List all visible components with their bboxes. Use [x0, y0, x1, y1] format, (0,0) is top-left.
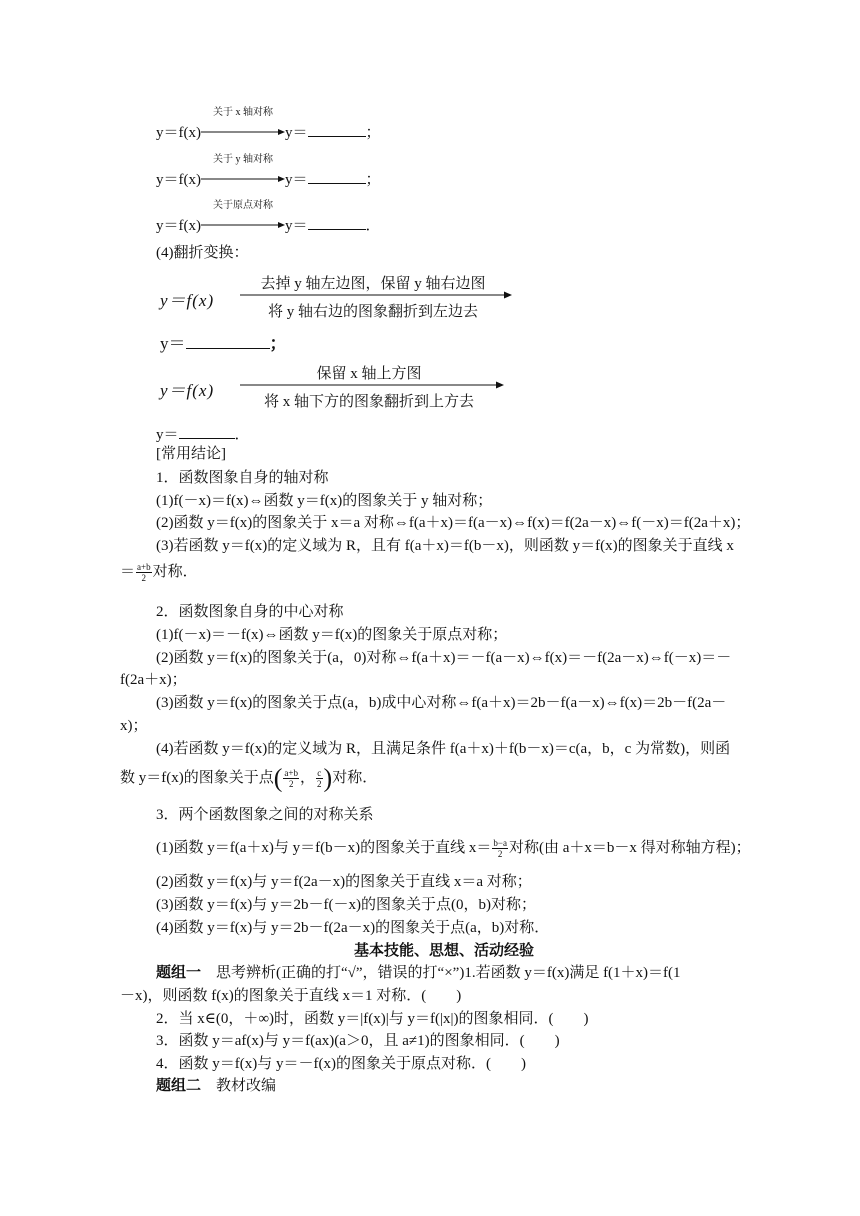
punct: ；	[365, 172, 381, 188]
section-1-line-3-cont	[120, 562, 198, 583]
answer-blank	[179, 424, 235, 439]
section-2-line-4: (4)若函数 y＝f(x)的定义域为 R，且满足条件 f(a＋x)＋f(b－x)＝c(a，b，c 为常数)，则函	[156, 741, 731, 757]
fraction	[316, 768, 323, 789]
transform-lhs: y＝f(x)	[156, 218, 201, 234]
answer-blank	[186, 334, 270, 349]
section-1-line-2: (2)函数 y＝f(x)的图象关于 x＝a 对称⇔f(a＋x)＝f(a－x)⇔f(x)＝f(2a－x)⇔f(－x)＝f(2a＋x)；	[156, 515, 751, 531]
fold-transform-1	[160, 270, 520, 324]
section-3-title: 3．两个函数图象之间的对称关系	[156, 807, 374, 823]
fraction-numerator: a+b	[284, 768, 298, 779]
fraction-numerator: b−a	[493, 838, 507, 849]
fold-heading: (4)翻折变换：	[156, 245, 249, 261]
section-2-line-2: (2)函数 y＝f(x)的图象关于(a，0)对称⇔f(a＋x)＝－f(a－x)⇔f(x)＝－f(2a－x)⇔f(－x)＝－	[156, 650, 732, 666]
section-1-line-3: (3)若函数 y＝f(x)的定义域为 R，且有 f(a＋x)＝f(b－x)，则函数 y＝f(x)的图象关于直线 x	[156, 538, 734, 554]
section-3-line-3: (3)函数 y＝f(x)与 y＝2b－f(－x)的图象关于点(0，b)对称；	[156, 897, 536, 913]
answer-blank	[308, 215, 366, 230]
group-1-label: 题组一	[156, 965, 202, 981]
punct: ．	[365, 218, 381, 234]
arrow	[201, 107, 285, 143]
equals: ＝	[120, 564, 136, 580]
fraction-denominator: 2	[317, 779, 322, 790]
group-1-line	[156, 963, 681, 983]
text: 对称(由 a＋x＝b－x 得对称轴方程)；	[508, 840, 751, 856]
answer-blank	[308, 122, 366, 137]
fraction-denominator: 2	[141, 573, 147, 584]
fold-lhs: y＝f(x)	[160, 381, 215, 400]
fold-result-lhs: y＝	[156, 427, 179, 443]
section-3-line-4: (4)函数 y＝f(x)与 y＝2b－f(2a－x)的图象关于点(a，b)对称．	[156, 920, 550, 936]
question-2: 2．当 x∈(0，＋∞)时，函数 y＝|f(x)|与 y＝f(|x|)的图象相同．( )	[156, 1011, 589, 1027]
punct: ；	[269, 334, 287, 353]
arrow-label: 关于 x 轴对称	[213, 107, 273, 118]
transform-origin	[156, 200, 381, 236]
arrow-icon	[201, 174, 285, 184]
fraction	[492, 838, 508, 859]
section-2-line-2-cont: f(2a＋x)；	[120, 672, 187, 688]
arrow	[201, 154, 285, 190]
comma: ，	[300, 770, 316, 786]
punct: ．	[234, 427, 250, 443]
skills-heading: 基本技能、思想、活动经验	[354, 943, 535, 959]
fraction-denominator: 2	[288, 779, 294, 790]
section-3-line-1	[156, 838, 751, 859]
arrow-icon	[240, 380, 504, 390]
fold-bottom-label: 将 x 轴下方的图象翻折到上方去	[263, 394, 474, 410]
section-1-title: 1．函数图象自身的轴对称	[156, 470, 329, 486]
section-3-line-2: (2)函数 y＝f(x)与 y＝f(2a－x)的图象关于直线 x＝a 对称；	[156, 874, 532, 890]
transform-lhs: y＝f(x)	[156, 125, 201, 141]
section-2-title: 2．函数图象自身的中心对称	[156, 604, 344, 620]
group-2-text: 教材改编	[201, 1078, 277, 1094]
arrow-icon	[240, 290, 512, 300]
group-1-cont: －x)，则函数 f(x)的图象关于直线 x＝1 对称．( )	[120, 988, 462, 1004]
text: 对称．	[152, 564, 198, 580]
transform-x-axis	[156, 107, 381, 143]
fold-top-label: 保留 x 轴上方图	[316, 366, 422, 382]
group-2-label: 题组二	[156, 1078, 202, 1094]
transform-rhs: y＝	[285, 125, 308, 141]
fold-top-label: 去掉 y 轴左边图，保留 y 轴右边图	[260, 276, 486, 292]
section-1-line-1: (1)f(－x)＝f(x)⇔函数 y＝f(x)的图象关于 y 轴对称；	[156, 493, 493, 509]
fraction-numerator: a+b	[137, 562, 151, 573]
fraction-denominator: 2	[497, 849, 503, 860]
arrow-label: 关于 y 轴对称	[213, 154, 273, 165]
punct: ；	[365, 125, 381, 141]
fold-transform-2	[160, 360, 520, 414]
transform-y-axis	[156, 154, 381, 190]
answer-blank	[308, 169, 366, 184]
paren-left: (	[273, 763, 283, 793]
transform-lhs: y＝f(x)	[156, 172, 201, 188]
text: (1)函数 y＝f(a＋x)与 y＝f(b－x)的图象关于直线 x＝	[156, 840, 492, 856]
fold-lhs: y＝f(x)	[160, 291, 215, 310]
transform-rhs: y＝	[285, 218, 308, 234]
section-2-line-1: (1)f(－x)＝－f(x)⇔函数 y＝f(x)的图象关于原点对称；	[156, 627, 508, 643]
section-2-line-4-cont	[120, 763, 378, 793]
fraction	[136, 562, 152, 583]
arrow-icon	[201, 220, 285, 230]
group-2-line	[156, 1076, 276, 1096]
fold-bottom-label: 将 y 轴右边的图象翻折到左边去	[267, 304, 478, 320]
fold-result-lhs: y＝	[160, 334, 186, 353]
fraction	[283, 768, 299, 789]
fold-result-2	[156, 424, 250, 445]
text: 数 y＝f(x)的图象关于点	[120, 770, 274, 786]
paren-right: )	[323, 763, 333, 793]
section-2-line-3: (3)函数 y＝f(x)的图象关于点(a，b)成中心对称⇔f(a＋x)＝2b－f(a－x)⇔f(x)＝2b－f(2a－	[156, 695, 727, 711]
question-3: 3．函数 y＝af(x)与 y＝f(ax)(a＞0，且 a≠1)的图象相同．( )	[156, 1033, 560, 1049]
fraction-numerator: c	[317, 768, 322, 779]
fold-result-1	[160, 334, 287, 354]
section-2-line-3-cont: x)；	[120, 718, 148, 734]
transform-rhs: y＝	[285, 172, 308, 188]
arrow-label: 关于原点对称	[213, 200, 273, 211]
question-4: 4．函数 y＝f(x)与 y＝－f(x)的图象关于原点对称．( )	[156, 1056, 526, 1072]
arrow-icon	[201, 127, 285, 137]
group-1-text: 思考辨析(正确的打“√”，错误的打“×”)1.若函数 y＝f(x)满足 f(1＋x)＝f(1	[201, 965, 681, 981]
arrow	[201, 200, 285, 236]
conclusions-heading: [常用结论]	[156, 446, 226, 462]
text: 对称．	[332, 770, 378, 786]
